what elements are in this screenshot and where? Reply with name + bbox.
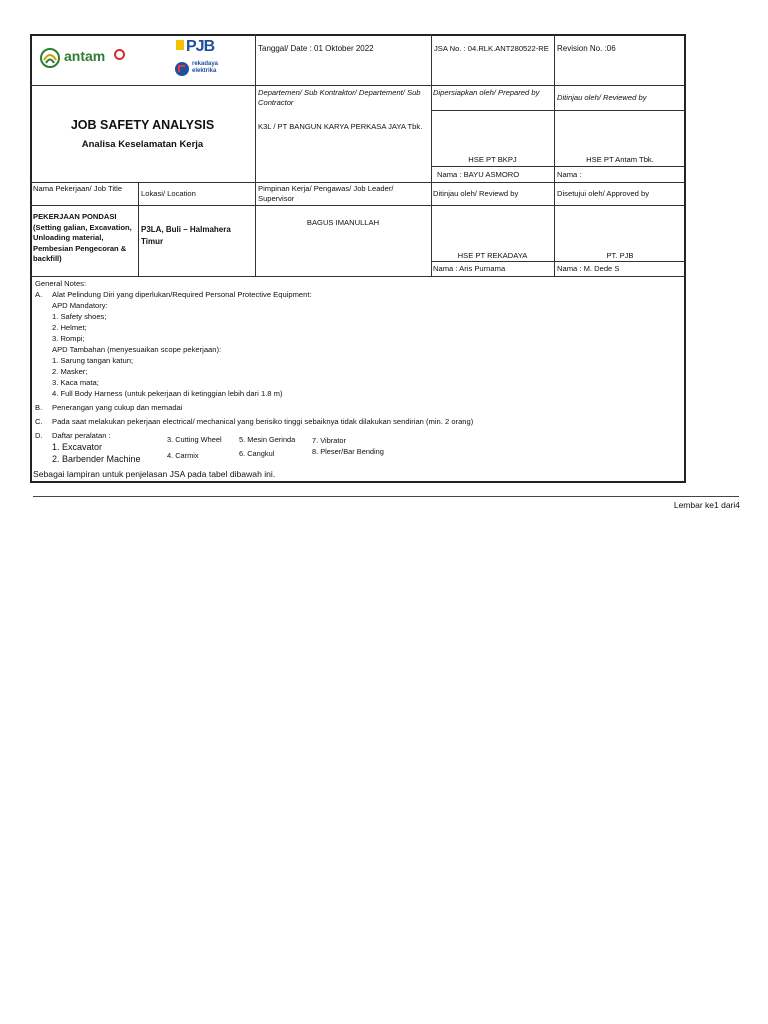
pjb-mark-icon	[176, 40, 184, 50]
rekadaya-emblem-icon	[174, 61, 190, 77]
leader-label: Pimpinan Kerja/ Pengawas/ Job Leader/ Supervisor	[258, 184, 394, 203]
pjb-logo	[174, 38, 244, 80]
prepared-name: Nama : BAYU ASMORO	[437, 170, 520, 179]
jsa-number: JSA No. : 04.RLK.ANT280522-RE	[434, 44, 549, 53]
tambahan-item: 3. Kaca mata;	[52, 378, 99, 387]
note-c-text: Pada saat melakukan pekerjaan electrical/ mechanical yang berisiko tinggi sebaiknya tidak dilakukan sendirian (min. 2 orang)	[52, 417, 474, 426]
divider	[30, 276, 686, 277]
pjb-wordmark: PJB	[186, 38, 215, 55]
approved-label: Disetujui oleh/ Approved by	[557, 189, 650, 198]
tambahan-item: 2. Masker;	[52, 367, 88, 376]
page-subtitle: Analisa Keselamatan Kerja	[81, 139, 204, 150]
divider	[431, 110, 686, 111]
divider	[30, 85, 686, 86]
equipment-item: 2. Barbender Machine	[52, 454, 141, 464]
reviewed-name: Nama :	[557, 170, 582, 179]
reviewed-org: HSE PT Antam Tbk.	[586, 155, 654, 164]
equipment-item: 4. Carmix	[167, 451, 199, 460]
antam-wordmark: antam	[64, 48, 106, 64]
antam-emblem-icon	[38, 46, 62, 70]
approved-org: PT. PJB	[606, 251, 634, 260]
page-indicator: Lembar ke1 dari4	[673, 500, 740, 510]
mandatory-item: 3. Rompi;	[52, 334, 85, 343]
equipment-item: 8. Pleser/Bar Bending	[312, 447, 384, 456]
job-title-value: PEKERJAAN PONDASI (Setting galian, Excavation, Unloading material, Pembesian Pengecoran & backfill)	[33, 212, 132, 264]
divider	[138, 182, 139, 276]
equipment-item: 5. Mesin Gerinda	[239, 435, 296, 444]
divider	[30, 182, 686, 183]
approved-name: Nama : M. Dede S	[557, 264, 620, 273]
divider	[30, 205, 686, 206]
job-title-label: Nama Pekerjaan/ Job Title	[33, 184, 123, 193]
reviewed2-org: HSE PT REKADAYA	[457, 251, 528, 260]
revision-number: Revision No. :06	[557, 44, 616, 53]
equipment-item: 7. Vibrator	[312, 436, 346, 445]
note-b-label: B.	[35, 403, 43, 412]
closing-note: Sebagai lampiran untuk penjelasan JSA pada tabel dibawah ini.	[33, 469, 276, 479]
equipment-item: 3. Cutting Wheel	[167, 435, 222, 444]
tambahan-item: 4. Full Body Harness (untuk pekerjaan di ketinggian lebih dari 1.8 m)	[52, 389, 283, 398]
department-value: K3L / PT BANGUN KARYA PERKASA JAYA Tbk.	[258, 122, 423, 131]
note-a-text: Alat Pelindung Diri yang diperlukan/Required Personal Protective Equipment:	[52, 290, 312, 299]
divider	[431, 261, 686, 262]
prepared-org: HSE PT BKPJ	[468, 155, 517, 164]
department-label: Departemen/ Sub Kontraktor/ Departement/ Sub Contractor	[258, 88, 421, 107]
reviewed2-label: Ditinjau oleh/ Reviewd by	[433, 189, 519, 198]
pjb-subtitle: rekadaya elektrika	[192, 61, 219, 74]
equipment-item: 6. Cangkul	[239, 449, 275, 458]
note-a-label: A.	[35, 290, 43, 299]
mandatory-item: 2. Helmet;	[52, 323, 87, 332]
divider	[431, 166, 686, 167]
reviewed2-name: Nama : Aris Purnama	[433, 264, 506, 273]
antam-dot-icon	[114, 49, 125, 60]
notes-heading: General Notes:	[35, 279, 87, 288]
antam-logo	[38, 44, 148, 72]
note-c-label: C.	[35, 417, 43, 426]
page-title: JOB SAFETY ANALYSIS	[70, 118, 215, 132]
note-b-text: Penerangan yang cukup dan memadai	[52, 403, 183, 412]
apd-mandatory-label: APD Mandatory:	[52, 301, 108, 310]
divider	[255, 34, 256, 276]
location-value: P3LA, Buli – Halmahera Timur	[141, 225, 231, 246]
prepared-label: Dipersiapkan oleh/ Prepared by	[433, 88, 540, 97]
note-d-text: Daftar peralatan :	[52, 431, 111, 440]
reviewed-label: Ditinjau oleh/ Reviewed by	[557, 93, 647, 102]
equipment-item: 1. Excavator	[52, 442, 103, 452]
date-field: Tanggal/ Date : 01 Oktober 2022	[258, 44, 374, 53]
leader-value: BAGUS IMANULLAH	[306, 218, 380, 227]
mandatory-item: 1. Safety shoes;	[52, 312, 107, 321]
note-d-label: D.	[35, 431, 43, 440]
footer-divider	[33, 496, 739, 497]
tambahan-item: 1. Sarung tangan katun;	[52, 356, 134, 365]
location-label: Lokasi/ Location	[141, 189, 196, 198]
apd-tambahan-label: APD Tambahan (menyesuaikan scope pekerjaan):	[52, 345, 222, 354]
